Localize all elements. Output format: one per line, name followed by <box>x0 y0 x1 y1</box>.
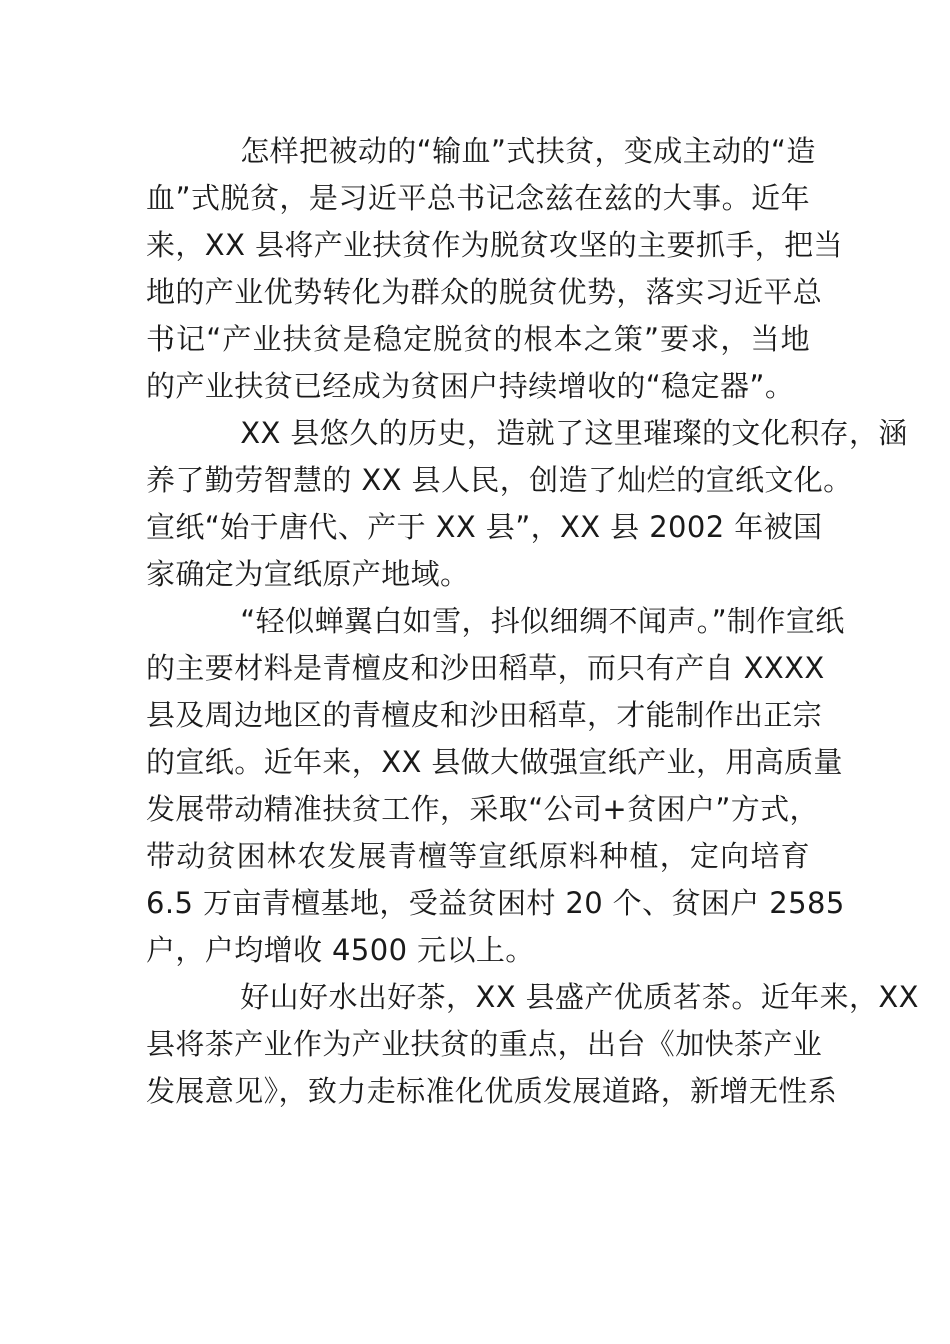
paragraph-1 <box>146 128 843 410</box>
paragraph-line: 县及周边地区的青檀皮和沙田稻草，才能制作出正宗 <box>146 698 823 732</box>
paragraph-4 <box>146 974 919 1115</box>
paragraph-line: 怎样把被动的“输血”式扶贫，变成主动的“造 <box>240 134 816 168</box>
paragraph-line: 家确定为宣纸原产地域。 <box>146 557 470 591</box>
paragraph-3 <box>146 598 845 974</box>
paragraph-line: “轻似蝉翼白如雪，抖似细绸不闻声。”制作宣纸 <box>240 604 845 638</box>
paragraph-line: 养了勤劳智慧的 XX 县人民，创造了灿烂的宣纸文化。 <box>146 463 853 497</box>
paragraph-line: 6.5 万亩青檀基地，受益贫困村 20 个、贫困户 2585 <box>146 886 845 920</box>
paragraph-line: 血”式脱贫，是习近平总书记念兹在兹的大事。近年 <box>146 181 810 215</box>
paragraph-line: 的宣纸。近年来，XX 县做大做强宣纸产业，用高质量 <box>146 745 843 779</box>
paragraph-line: 好山好水出好茶，XX 县盛产优质茗茶。近年来，XX <box>240 980 919 1014</box>
paragraph-2 <box>146 410 908 598</box>
document-body <box>146 128 919 1115</box>
paragraph-line: 发展意见》，致力走标准化优质发展道路，新增无性系 <box>146 1074 838 1108</box>
paragraph-line: 发展带动精准扶贫工作，采取“公司+贫困户”方式， <box>146 792 819 826</box>
paragraph-line: 的主要材料是青檀皮和沙田稻草，而只有产自 XXXX <box>146 651 825 685</box>
paragraph-line: 的产业扶贫已经成为贫困户持续增收的“稳定器”。 <box>146 369 795 403</box>
paragraph-line: 县将茶产业作为产业扶贫的重点，出台《加快茶产业 <box>146 1027 823 1061</box>
paragraph-line: XX 县悠久的历史，造就了这里璀璨的文化积存，涵 <box>240 416 908 450</box>
paragraph-line: 地的产业优势转化为群众的脱贫优势，落实习近平总 <box>146 275 823 309</box>
paragraph-line: 宣纸“始于唐代、产于 XX 县”，XX 县 2002 年被国 <box>146 510 823 544</box>
paragraph-line: 户，户均增收 4500 元以上。 <box>146 933 535 967</box>
paragraph-line: 带动贫困林农发展青檀等宣纸原料种植，定向培育 <box>146 839 810 873</box>
paragraph-line: 来，XX 县将产业扶贫作为脱贫攻坚的主要抓手，把当 <box>146 228 843 262</box>
paragraph-line: 书记“产业扶贫是稳定脱贫的根本之策”要求，当地 <box>146 322 810 356</box>
